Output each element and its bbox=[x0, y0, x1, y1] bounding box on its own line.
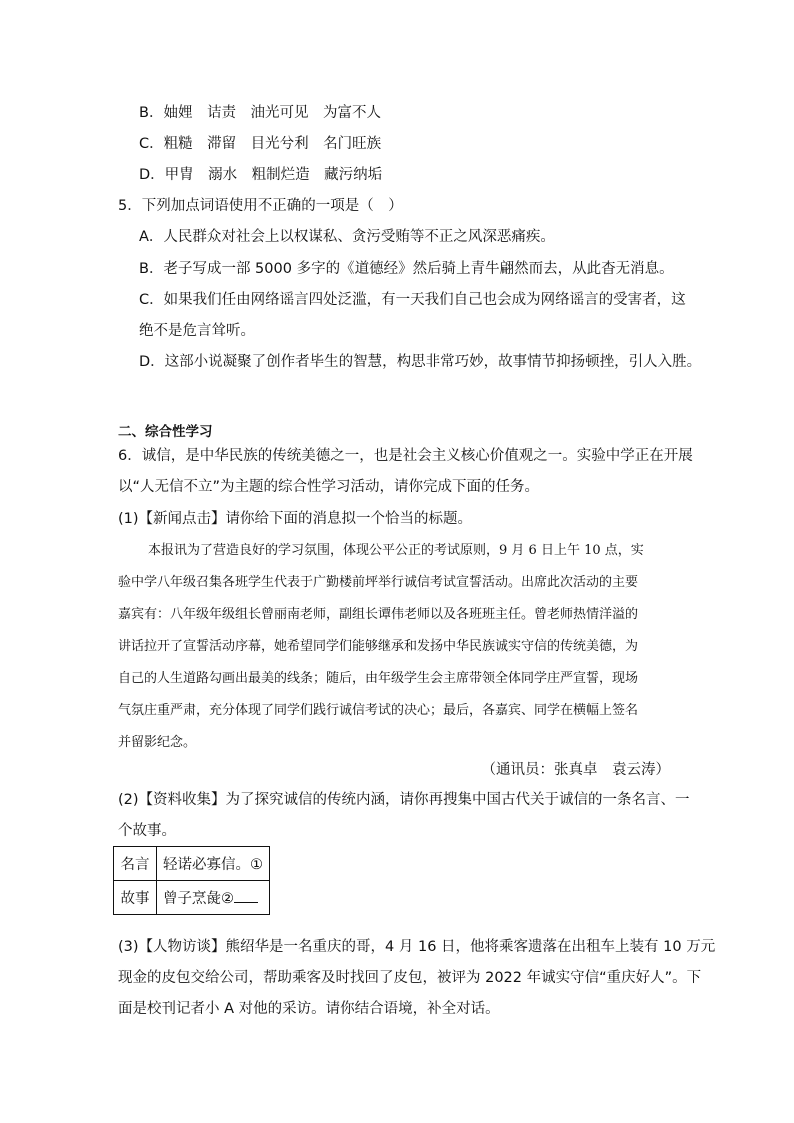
news-line: 讲话拉开了宣誓活动序幕，她希望同学们能够继承和发扬中华民族诚实守信的传统美德，为 bbox=[118, 639, 639, 654]
q6-intro-line1: 6．诚信，是中华民族的传统美德之一，也是社会主义核心价值观之一。实验中学正在开展 bbox=[118, 448, 693, 464]
news-line: 验中学八年级召集各班学生代表于广勤楼前坪举行诚信考试宣誓活动。出席此次活动的主要 bbox=[118, 575, 639, 590]
q4-option-c: C．粗糙 滞留 目光兮利 名门旺族 bbox=[139, 136, 382, 152]
table-row bbox=[114, 881, 270, 915]
q6-part3-line3: 面是校刊记者小 A 对他的采访。请你结合语境，补全对话。 bbox=[118, 1001, 500, 1017]
q6-part1: (1)【新闻点击】请你给下面的消息拟一个恰当的标题。 bbox=[118, 511, 473, 527]
news-line: 气氛庄重严肃，充分体现了同学们践行诚信考试的决心；最后，各嘉宾、同学在横幅上签名 bbox=[118, 703, 639, 718]
news-line: 嘉宾有：八年级年级组长曾丽南老师，副组长谭伟老师以及各班班主任。曾老师热情洋溢的 bbox=[118, 607, 639, 622]
news-line: 并留影纪念。 bbox=[118, 735, 197, 750]
q5-option-d: D．这部小说凝聚了创作者毕生的智慧，构思非常巧妙，故事情节抑扬顿挫，引人入胜。 bbox=[139, 354, 702, 370]
q6-part3-line1: (3)【人物访谈】熊绍华是一名重庆的哥，4 月 16 日，他将乘客遗落在出租车上装有 10 万元 bbox=[118, 939, 716, 955]
table-label-story: 故事 bbox=[114, 881, 157, 915]
material-table bbox=[113, 846, 270, 915]
q6-intro-line2: 以“人无信不立”为主题的综合性学习活动，请你完成下面的任务。 bbox=[118, 479, 540, 495]
answer-blank[interactable] bbox=[234, 890, 258, 903]
q6-part2-line2: 个故事。 bbox=[118, 823, 176, 839]
section2-heading: 二、综合性学习 bbox=[118, 424, 213, 440]
q4-option-b: B．妯娌 诘责 油光可见 为富不人 bbox=[139, 105, 381, 121]
news-line: 自己的人生道路勾画出最美的线条；随后，由年级学生会主席带领全体同学庄严宣誓，现场 bbox=[118, 671, 639, 686]
story-text: 曾子烹彘② bbox=[163, 891, 234, 907]
q6-part3-line2: 现金的皮包交给公司，帮助乘客及时找回了皮包，被评为 2022 年诚实守信“重庆好人”。下 bbox=[118, 970, 702, 986]
q5-stem: 5．下列加点词语使用不正确的一项是（ ） bbox=[118, 198, 403, 214]
table-value-story bbox=[157, 881, 270, 915]
q5-option-b: B．老子写成一部 5000 多字的《道德经》然后骑上青牛翩然而去，从此杳无消息。 bbox=[139, 261, 674, 277]
table-label-quote: 名言 bbox=[114, 847, 157, 881]
table-value-quote: 轻诺必寡信。① bbox=[157, 847, 270, 881]
news-reporter: （通讯员：张真卓 袁云涛） bbox=[481, 762, 670, 778]
q4-option-d: D．甲胄 溺水 粗制烂造 藏污纳垢 bbox=[139, 167, 383, 183]
q5-option-c: C．如果我们任由网络谣言四处泛滥，有一天我们自己也会成为网络谣言的受害者，这 bbox=[139, 292, 686, 308]
q6-part2-line1: (2)【资料收集】为了探究诚信的传统内涵，请你再搜集中国古代关于诚信的一条名言、一 bbox=[118, 792, 690, 808]
q5-option-c-cont: 绝不是危言耸听。 bbox=[139, 323, 255, 339]
q5-option-a: A．人民群众对社会上以权谋私、贪污受贿等不正之风深恶痛疾。 bbox=[139, 229, 555, 245]
table-row bbox=[114, 847, 270, 881]
news-line: 本报讯为了营造良好的学习氛围，体现公平公正的考试原则，9 月 6 日上午 10 点，实 bbox=[148, 543, 644, 558]
